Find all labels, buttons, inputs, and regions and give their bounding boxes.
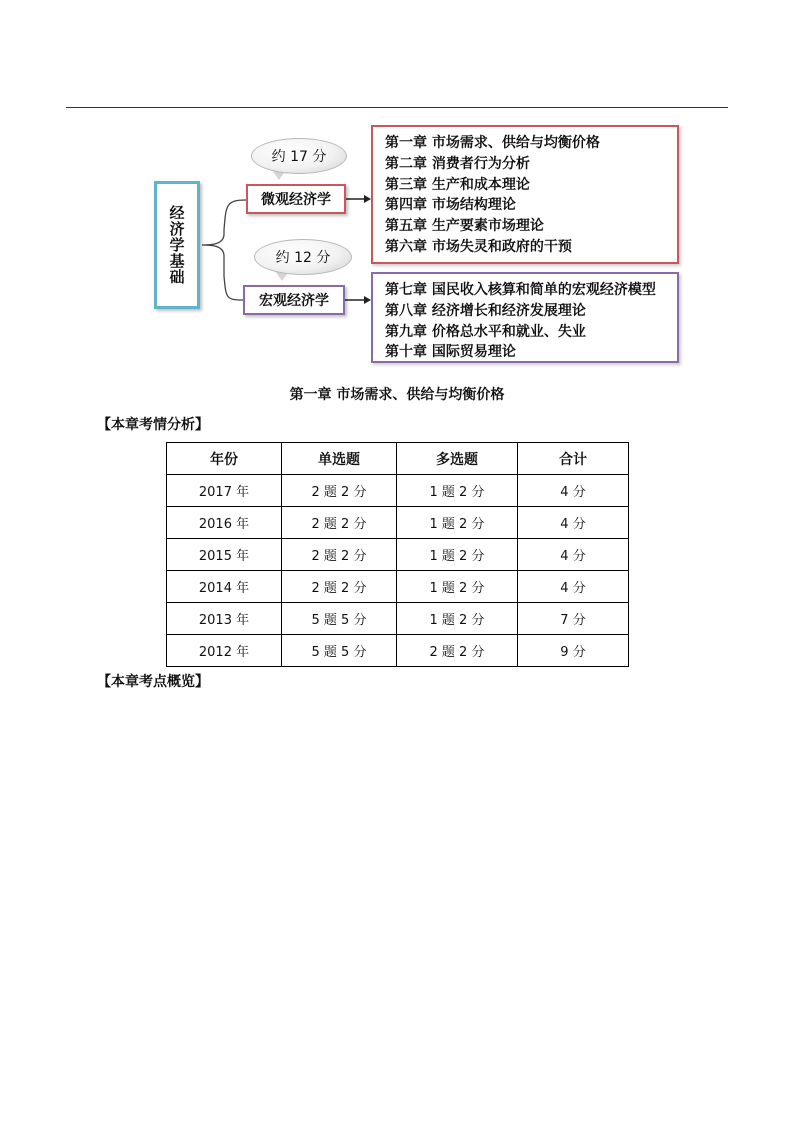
table-row <box>167 571 629 603</box>
col-header-single: 单选题 <box>282 443 397 475</box>
table-cell: 1 题 2 分 <box>397 603 518 635</box>
micro-economics-box <box>246 184 346 214</box>
table-cell: 1 题 2 分 <box>397 507 518 539</box>
macro-label: 宏观经济学 <box>259 293 329 309</box>
table-row <box>167 507 629 539</box>
col-header-total: 合计 <box>518 443 629 475</box>
macro-score-label: 约 12 分 <box>275 250 331 266</box>
table-cell: 5 题 5 分 <box>282 603 397 635</box>
table-cell: 1 题 2 分 <box>397 475 518 507</box>
table-cell: 2 题 2 分 <box>282 571 397 603</box>
table-cell: 2 题 2 分 <box>397 635 518 667</box>
macro-arrowhead <box>364 296 371 304</box>
brace-connector <box>202 200 246 300</box>
chapter-item: 第二章 消费者行为分析 <box>385 155 530 172</box>
section-title: 第一章 市场需求、供给与均衡价格 <box>289 387 505 403</box>
table-row <box>167 539 629 571</box>
table-cell: 9 分 <box>518 635 629 667</box>
chapter-item: 第三章 生产和成本理论 <box>385 176 530 193</box>
table-cell: 4 分 <box>518 539 629 571</box>
table-cell: 2017 年 <box>167 475 282 507</box>
table-cell: 2015 年 <box>167 539 282 571</box>
table-cell: 2014 年 <box>167 571 282 603</box>
micro-label: 微观经济学 <box>261 192 331 208</box>
macro-score-bubble <box>254 239 352 275</box>
overview-heading: 【本章考点概览】 <box>97 674 209 690</box>
chapter-item: 第五章 生产要素市场理论 <box>385 218 544 235</box>
chapter-item: 第一章 市场需求、供给与均衡价格 <box>385 135 600 151</box>
table-header-row <box>167 443 629 475</box>
chapter-structure-diagram <box>0 0 794 380</box>
root-label: 经济学基础 <box>167 205 186 285</box>
macro-chapter-list <box>371 272 679 363</box>
analysis-heading: 【本章考情分析】 <box>97 417 209 433</box>
chapter-item: 第七章 国民收入核算和简单的宏观经济模型 <box>385 282 656 298</box>
col-header-year: 年份 <box>167 443 282 475</box>
table-row <box>167 603 629 635</box>
table-cell: 4 分 <box>518 507 629 539</box>
exam-stats-table <box>166 442 629 667</box>
table-cell: 5 题 5 分 <box>282 635 397 667</box>
chapter-item: 第八章 经济增长和经济发展理论 <box>385 302 586 319</box>
table-cell: 2012 年 <box>167 635 282 667</box>
micro-score-bubble <box>251 138 347 174</box>
table-cell: 2016 年 <box>167 507 282 539</box>
micro-arrowhead <box>364 195 371 203</box>
table-cell: 1 题 2 分 <box>397 539 518 571</box>
micro-score-label: 约 17 分 <box>271 149 327 165</box>
table-cell: 7 分 <box>518 603 629 635</box>
table-row <box>167 635 629 667</box>
chapter-item: 第四章 市场结构理论 <box>385 197 516 214</box>
macro-economics-box <box>243 285 345 315</box>
chapter-item: 第六章 市场失灵和政府的干预 <box>385 238 572 255</box>
micro-chapter-list <box>371 125 679 264</box>
table-cell: 2013 年 <box>167 603 282 635</box>
col-header-multi: 多选题 <box>397 443 518 475</box>
table-cell: 4 分 <box>518 571 629 603</box>
chapter-item: 第十章 国际贸易理论 <box>385 344 516 361</box>
table-cell: 2 题 2 分 <box>282 507 397 539</box>
economics-root-box <box>154 181 200 309</box>
table-cell: 2 题 2 分 <box>282 539 397 571</box>
table-row <box>167 475 629 507</box>
chapter-item: 第九章 价格总水平和就业、失业 <box>385 323 586 340</box>
table-cell: 2 题 2 分 <box>282 475 397 507</box>
table-cell: 1 题 2 分 <box>397 571 518 603</box>
table-cell: 4 分 <box>518 475 629 507</box>
